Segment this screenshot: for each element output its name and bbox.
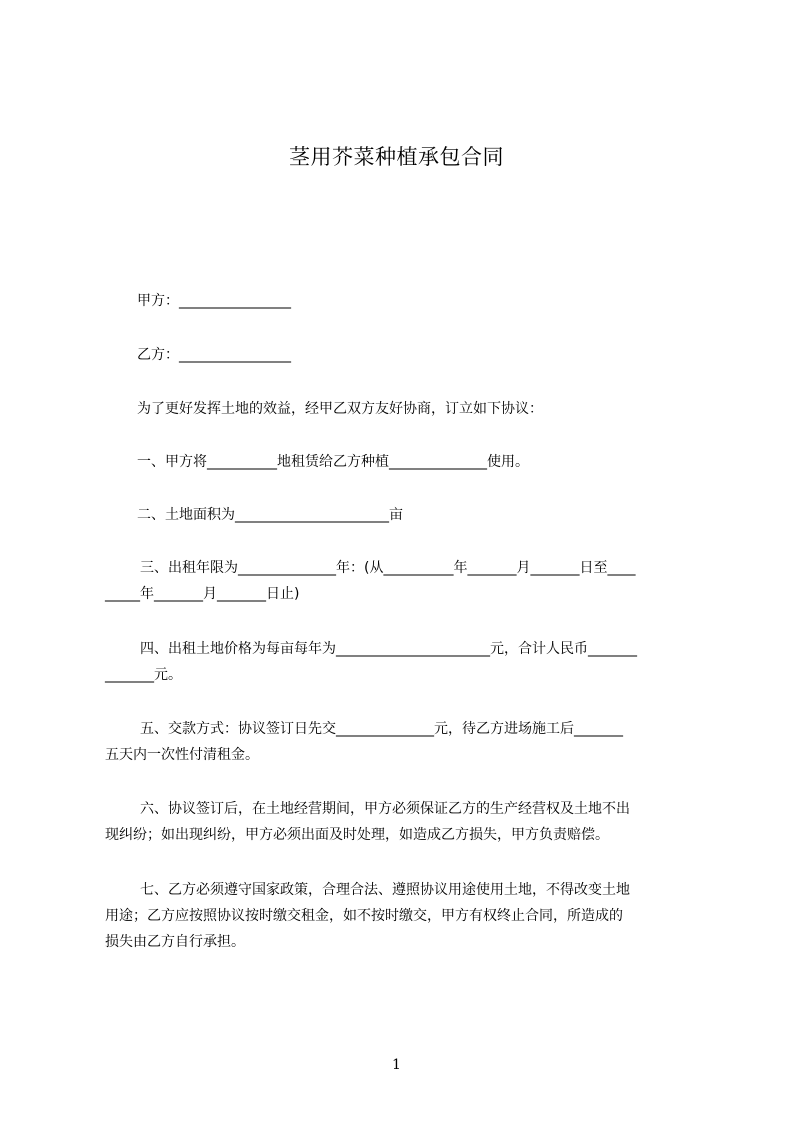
page-number: 1 [392, 1057, 401, 1073]
clause-1-line: 一、甲方将__________地租赁给乙方种植______________使用。 [137, 454, 529, 470]
clause-7-line-1: 七、乙方必须遵守国家政策，合理合法、遵照协议用途使用土地，不得改变土地 [140, 882, 630, 898]
clause-2-line: 二、土地面积为______________________亩 [137, 507, 403, 523]
clause-6-line-1: 六、协议签订后，在土地经营期间，甲方必须保证乙方的生产经营权及土地不出 [140, 801, 630, 817]
clause-4-line-1: 四、出租土地价格为每亩每年为______________________元，合计人民币_______ [140, 641, 637, 657]
clause-5-line-2: 五天内一次性付清租金。 [105, 747, 259, 763]
clause-3-line-1: 三、出租年限为______________年：(从__________年_______月_______日至____ [140, 560, 636, 576]
clause-4-line-2: _______元。 [105, 667, 182, 683]
party-a-line: 甲方：________________ [137, 293, 291, 309]
clause-5-line-1: 五、交款方式：协议签订日先交______________元，待乙方进场施工后_______ [140, 721, 623, 737]
clause-3-line-2: _____年_______月_______日止) [105, 586, 300, 602]
preamble-line: 为了更好发挥土地的效益，经甲乙双方友好协商，订立如下协议： [137, 401, 543, 417]
clause-7-line-3: 损失由乙方自行承担。 [105, 934, 245, 950]
clause-6-line-2: 现纠纷；如出现纠纷，甲方必须出面及时处理，如造成乙方损失，甲方负责赔偿。 [105, 827, 609, 843]
clause-7-line-2: 用途；乙方应按照协议按时缴交租金，如不按时缴交，甲方有权终止合同，所造成的 [105, 908, 623, 924]
document-title: 茎用芥菜种植承包合同 [289, 145, 504, 169]
party-b-line: 乙方：________________ [137, 347, 291, 363]
